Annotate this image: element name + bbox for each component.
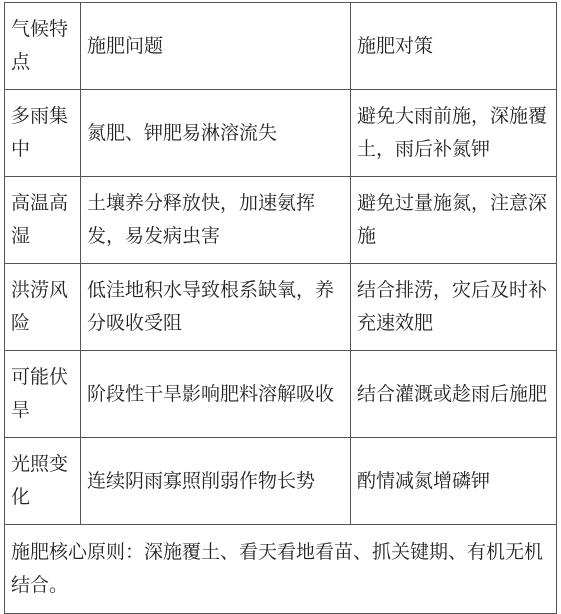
- strategy-cell: 避免过量施氮，注意深施: [351, 177, 557, 264]
- problem-cell: 低洼地积水导致根系缺氧，养分吸收受阻: [81, 264, 351, 351]
- table-footer-row: [5, 525, 557, 614]
- table-row: [5, 177, 557, 264]
- core-principle-note: 施肥核心原则：深施覆土、看天看地看苗、抓关键期、有机无机结合。: [5, 525, 557, 614]
- table-row: [5, 351, 557, 438]
- problem-cell: 土壤养分释放快，加速氨挥发，易发病虫害: [81, 177, 351, 264]
- table-row: [5, 90, 557, 177]
- strategy-cell: 酌情减氮增磷钾: [351, 438, 557, 525]
- problem-cell: 连续阴雨寡照削弱作物长势: [81, 438, 351, 525]
- climate-feature-cell: 高温高湿: [5, 177, 81, 264]
- fertilization-table: [4, 2, 557, 614]
- climate-feature-cell: 洪涝风险: [5, 264, 81, 351]
- table-row: [5, 438, 557, 525]
- table-header-row: [5, 3, 557, 90]
- table-row: [5, 264, 557, 351]
- climate-feature-cell: 可能伏旱: [5, 351, 81, 438]
- header-climate-feature: 气候特点: [5, 3, 81, 90]
- strategy-cell: 结合排涝，灾后及时补充速效肥: [351, 264, 557, 351]
- problem-cell: 氮肥、钾肥易淋溶流失: [81, 90, 351, 177]
- climate-feature-cell: 光照变化: [5, 438, 81, 525]
- strategy-cell: 结合灌溉或趁雨后施肥: [351, 351, 557, 438]
- climate-feature-cell: 多雨集中: [5, 90, 81, 177]
- strategy-cell: 避免大雨前施，深施覆土，雨后补氮钾: [351, 90, 557, 177]
- header-fertilization-strategy: 施肥对策: [351, 3, 557, 90]
- problem-cell: 阶段性干旱影响肥料溶解吸收: [81, 351, 351, 438]
- header-fertilization-problem: 施肥问题: [81, 3, 351, 90]
